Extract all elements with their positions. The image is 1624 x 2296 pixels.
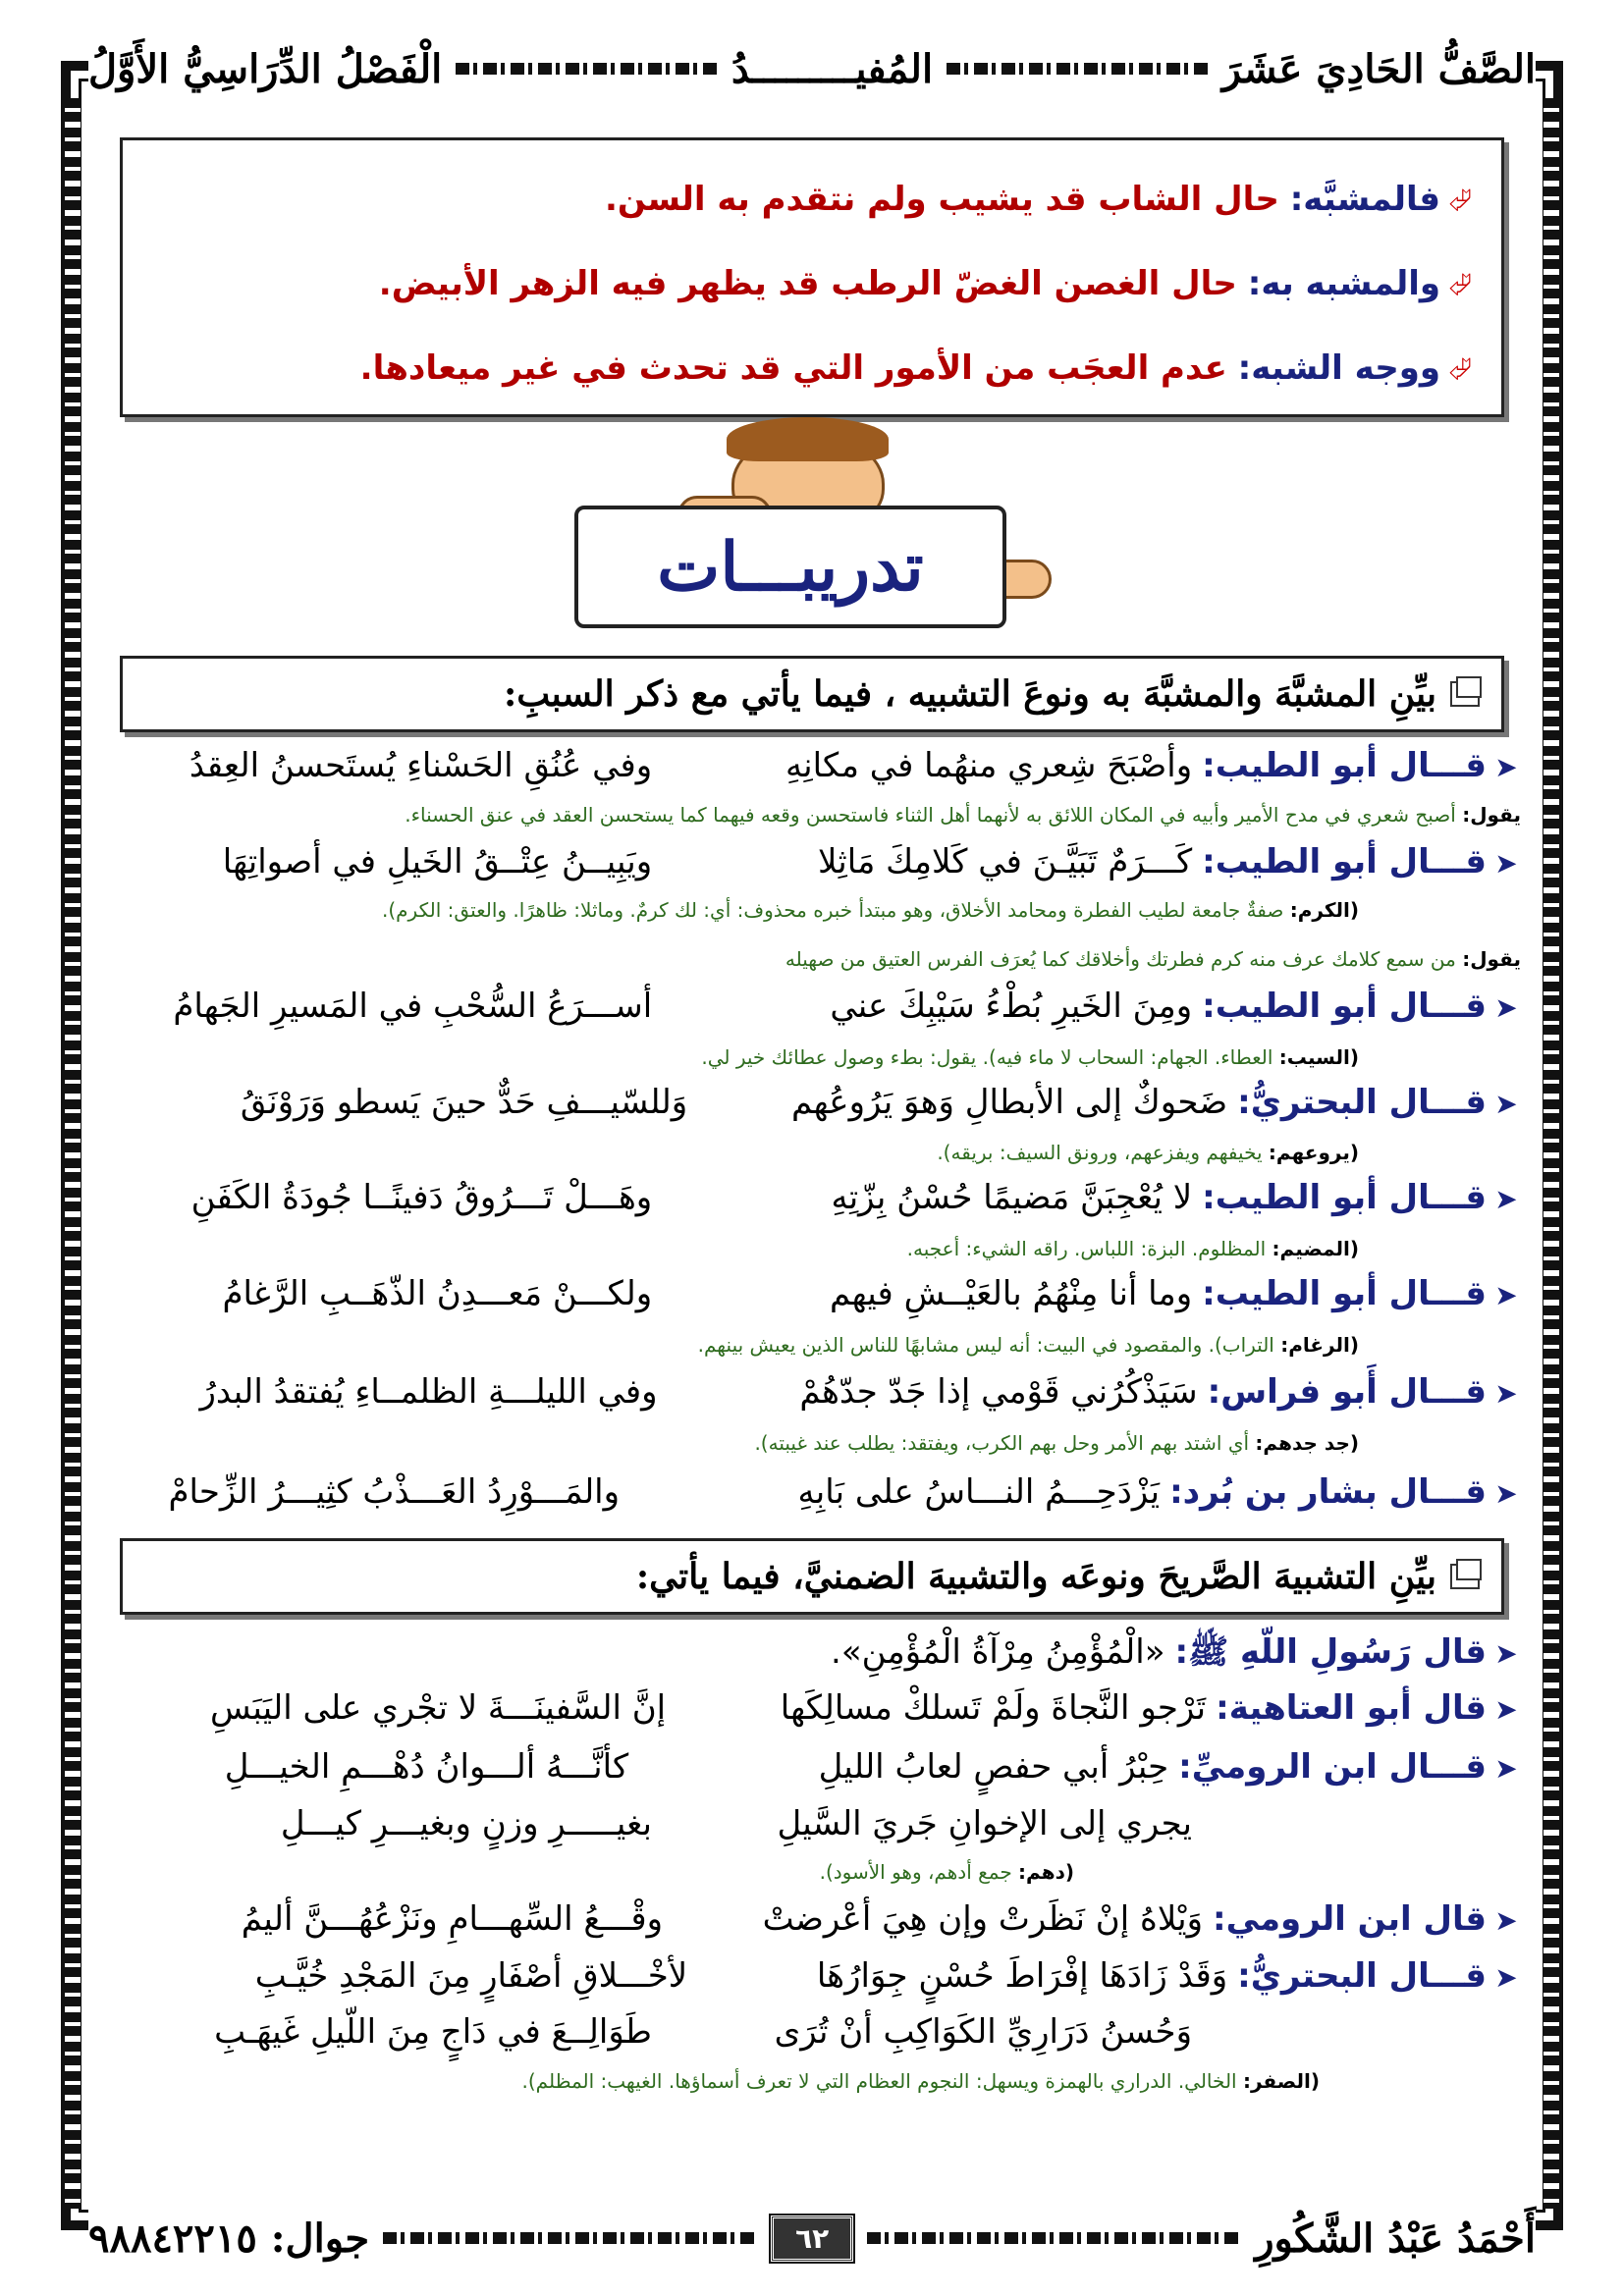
definition-line: ⮰والمشبه به: حال الغصن الغضّ الرطب قد يظهر فيه الزهر الأبيض. (378, 264, 1472, 303)
verse-note: يقول: أصبح شعري في مدح الأمير وأبيه في المكان اللائق به لأنهما أهل الثناء فاستحسن وقعه فيهما كما يستحسن العقد في عنق الحسناء. (405, 803, 1521, 827)
arrow-icon: ⮰ (1448, 184, 1472, 218)
verse-note: (دهم: جمع أدهم، وهو الأسود). (819, 1860, 1074, 1884)
verse-note: (الكرم: صفةٌ جامعة لطيب الفطرة ومحامد الأخلاق، وهو مبتدأ خبره محذوف: أي: لك كرمٌ. وماثلا: ظاهرًا. والعتق: الكرم). (382, 898, 1359, 922)
page-footer (88, 2204, 1536, 2272)
phone-number: جوال: ٩٨٨٤٢٢١٥ (87, 2215, 370, 2262)
arrow-icon: ➤ (1494, 1752, 1518, 1785)
verse-row: ➤ قال رَسُولِ اللّهِ ﷺ: «الْمُؤْمِنُ مِرْآةُ الْمُؤْمِنِ». (98, 1631, 1526, 1680)
author-name: أَحْمَدُ عَبْدُ الشَّكُورِ (1255, 2215, 1536, 2262)
verse-note: (يروعهم: يخيفهم ويفزعهم، ورونق السيف: بريقه). (937, 1141, 1359, 1164)
verse-note: (الصفر: الخالي. الدراري بالهمزة ويسهل: النجوم العظام التي لا تعرف أسماؤها. الغيهب: المظلم). (521, 2069, 1320, 2093)
copy-icon (1450, 681, 1480, 707)
term-title: الْفَصْلُ الدِّرَاسِيُّ الأَوَّلُ (87, 45, 443, 92)
arrow-icon: ➤ (1494, 751, 1518, 783)
left-border-ornament (65, 98, 81, 2209)
section-header: بيِّنِ المشبَّهَ والمشبَّهَ به ونوعَ التشبيه ، فيما يأتي مع ذكر السببِ: (120, 656, 1504, 732)
verse-row: ➤ قـــال أبو الطيب: لا يُعْجِبَنَّ مَضيمًا حُسْنُ بِزّتِهِ وهَـــلْ تَـــرُوقُ دَفينًــا جُودَةُ الكَفَنِ (98, 1178, 1526, 1217)
verse-note: (المضيم: المظلوم. البزة: اللباس. راقه الشيء: أعجبه. (906, 1237, 1359, 1260)
arrow-icon: ➤ (1494, 991, 1518, 1024)
verse-note: يقول: من سمع كلامك عرف منه كرم فطرتك وأخلاقك كما يُعرَف الفرس العتيق من صهيله (785, 947, 1521, 971)
copy-icon (1450, 1564, 1480, 1589)
arrow-icon: ➤ (1494, 1377, 1518, 1410)
arrow-icon: ➤ (1494, 1477, 1518, 1510)
definitions-box (120, 137, 1504, 417)
verse-row: ➤ قـــال بشار بن بُرد: يَزْدَحِـــمُ النـــاسُ على بَابِهِ والمَـــوْرِدُ العَـــذْبُ كثِيـــرُ الزِّحامْ (98, 1472, 1526, 1512)
definition-line: ⮰فالمشبَّه: حال الشاب قد يشيب ولم نتقدم به السن. (605, 180, 1472, 219)
right-border-ornament (1543, 98, 1559, 2209)
arrow-icon: ➤ (1494, 1183, 1518, 1215)
exercises-banner (574, 506, 1006, 628)
banner-title: تدريبـــات (657, 527, 924, 607)
verse-row: يجري إلى الإخوانِ جَريَ السَّيلِ بغيـــــرِ وزنٍ وبغيـــرِ كيـــلِ (280, 1804, 1192, 1843)
verse-row: ➤ قـــال أبو الطيب: كَـــرَمٌ تَبَيَّـنَ في كَلامِكَ مَاثِلا ويَبِيــنُ عِتْــقُ الخَيلِ في أصواتِهَا (98, 842, 1526, 881)
verse-row: ➤ قال ابن الرومي: وَيْلاهُ إنْ نَظَرتْ وإن هِيَ أعْرضتْ وقْـــعُ السِّهـــامِ ونَزْعُهُـــنَّ أليمُ (98, 1899, 1526, 1939)
arrow-icon: ➤ (1494, 847, 1518, 880)
page-number: ٦٢ (771, 2216, 853, 2262)
arrow-icon: ➤ (1494, 1961, 1518, 1994)
arrow-icon: ➤ (1494, 1693, 1518, 1726)
arrow-icon: ⮰ (1448, 268, 1472, 302)
verse-row: ➤ قـــال أبو الطيب: وما أنا مِنْهُمُ بالعَيْــشِ فيهم ولكـــنْ مَعـــدِنُ الذّهَــبِ الرَّغامُ (98, 1274, 1526, 1313)
footer-ornament (383, 2232, 757, 2244)
verse-row: ➤ قـــال البحتريُّ: وَقَدْ زَادَهَا إفْرَاطَ حُسْنٍ جِوَارُهَا لأخْـــلاقِ أصْفَارٍ مِنَ المَجْدِ خُيَّـبِ (98, 1956, 1526, 1996)
verse-row: ➤ قال أبو العتاهية: تَرْجو النَّجاةَ ولَمْ تَسلكْ مسالِكَها إنَّ السَّفينَـــةَ لا تجْري على اليَبَسِ (98, 1688, 1526, 1728)
arrow-icon: ➤ (1494, 1637, 1518, 1670)
section-header: بيِّنِ التشبيهَ الصَّريحَ ونوعَه والتشبيهَ الضمنيَّ، فيما يأتي: (120, 1538, 1504, 1615)
arrow-icon: ➤ (1494, 1279, 1518, 1311)
arrow-icon: ➤ (1494, 1088, 1518, 1120)
page-header (88, 39, 1536, 98)
arrow-icon: ➤ (1494, 1904, 1518, 1937)
arrow-icon: ⮰ (1448, 352, 1472, 387)
book-title: المُفيـــــــــدُ (731, 45, 934, 92)
verse-row: ➤ قـــال ابن الروميِّ: حِبْرُ أبي حفصٍ لعابُ الليلِ كأنَّـــهُ ألـــوانُ دُهْـــمِ الخيـــلِ (98, 1747, 1526, 1787)
verse-row: ➤ قـــال أبو الطيب: وأصْبَحَ شِعري منهُما في مكانِهِ وفي عُنُقِ الحَسْناءِ يُستَحسنُ العِقدُ (98, 746, 1526, 785)
footer-ornament (867, 2232, 1241, 2244)
verse-row: ➤ قـــال أَبو فراس: سَيَذْكُرُني قَوْمي إذا جَدّ جدّهُمْ وفي الليلـــةِ الظلمــاءِ يُفتقدُ البدرُ (98, 1372, 1526, 1412)
verse-note: (الرغام: التراب). والمقصود في البيت: أنه ليس مشابهًا للناس الذين يعيش بينهم. (697, 1333, 1359, 1357)
class-title: الصَّفُّ الحَادِيَ عَشَرَ (1221, 45, 1536, 92)
verse-note: (جد جدهم: أي اشتد بهم الأمر وحل بهم الكرب، ويفتقد: يطلب عند غيبته). (754, 1431, 1359, 1455)
verse-row: ➤ قـــال البحتريُّ: ضَحوكٌ إلى الأبطالِ وَهوَ يَرُوعُهم وَللسّيـــفِ حَدٌّ حينَ يَسطو وَرَوْنَقُ (98, 1083, 1526, 1122)
verse-row: ➤ قـــال أبو الطيب: ومِنَ الخَيرِ بُطْءُ سَيْبِكَ عني أســـرَعُ السُّحْبِ في المَسيرِ الجَهامُ (98, 987, 1526, 1026)
definition-line: ⮰ووجه الشبه: عدم العجَب من الأمور التي قد تحدث في غير ميعادها. (359, 348, 1472, 388)
header-ornament (456, 63, 718, 75)
header-ornament (947, 63, 1209, 75)
verse-note: (السيب: العطاء. الجهام: السحاب لا ماء فيه). يقول: بطء وصول عطائك خير لي. (701, 1045, 1359, 1069)
verse-row: وَحُسنُ دَرَارِيِّ الكَوَاكِبِ أنْ تُرَى طَوَالِــعَ في دَاجٍ مِنَ اللّيلِ غَيهَـبِ (214, 2012, 1192, 2052)
